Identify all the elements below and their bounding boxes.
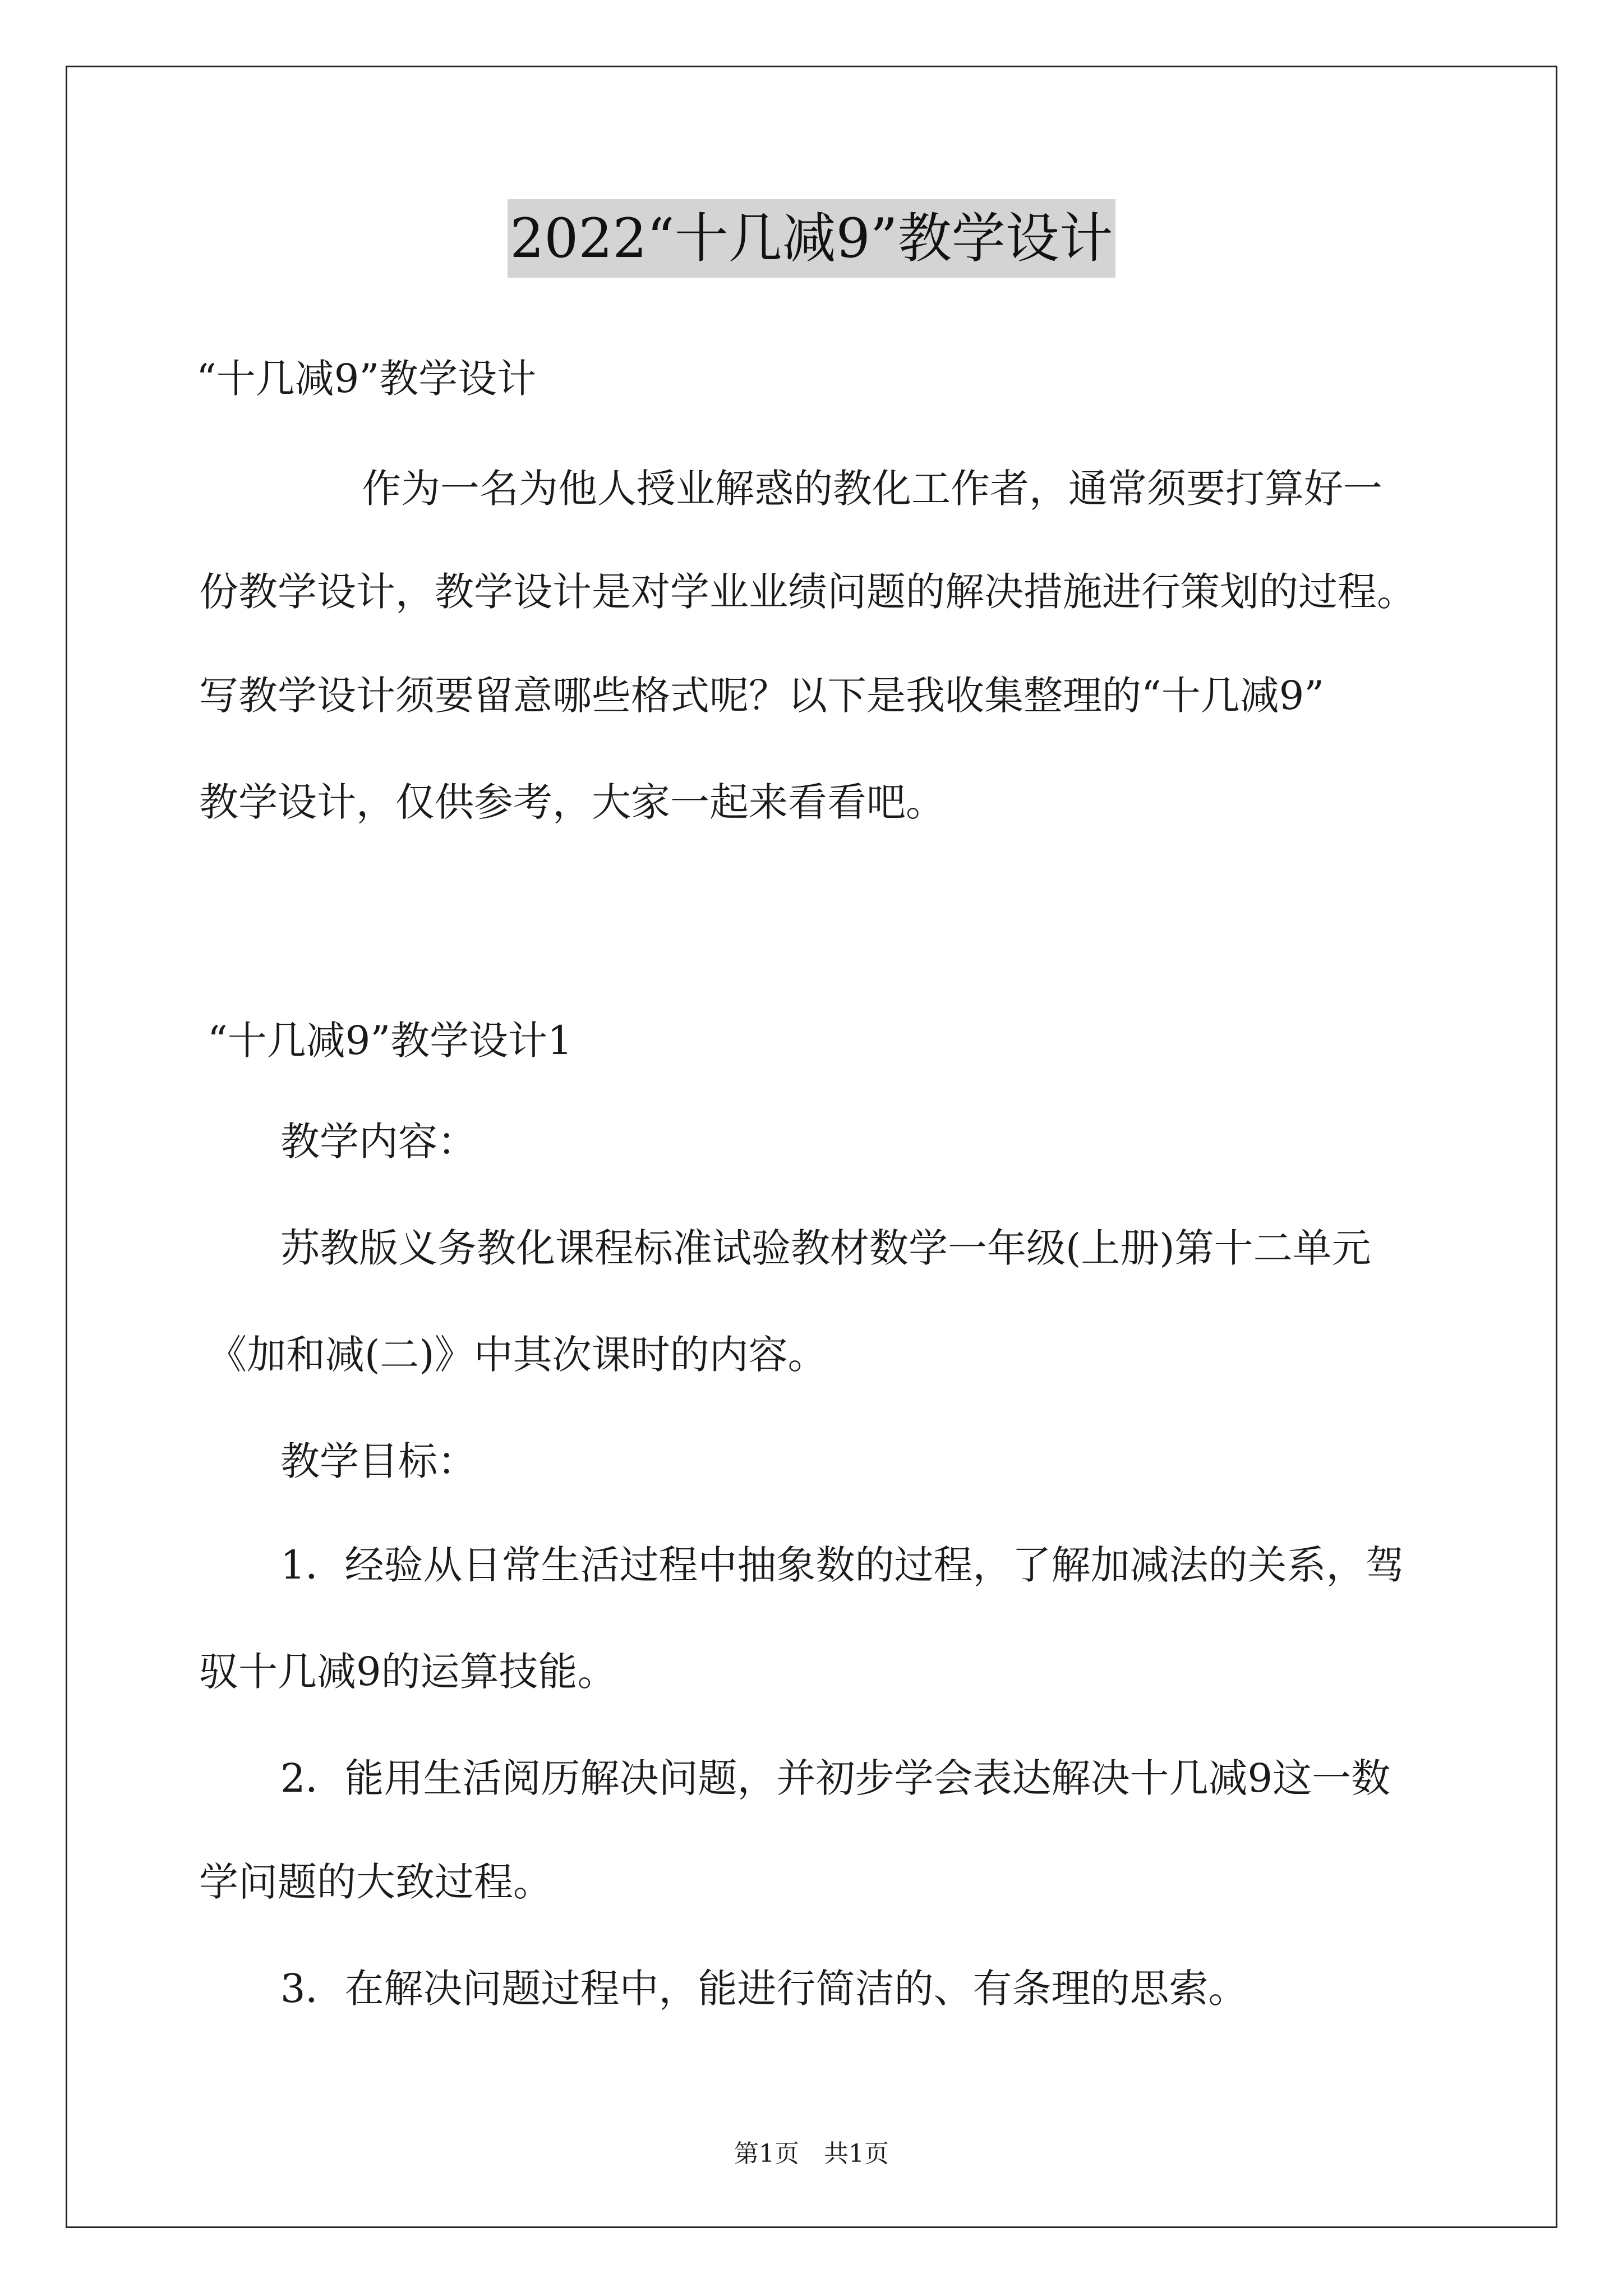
goal-1-line-1: 1．经验从日常生活过程中抽象数的过程，了解加减法的关系，驾: [280, 1542, 1405, 1588]
intro-line-3: 写教学设计须要留意哪些格式呢？以下是我收集整理的“十几减9”: [199, 673, 1325, 719]
intro-line-2: 份教学设计，教学设计是对学业业绩问题的解决措施进行策划的过程。: [199, 569, 1416, 615]
content-line-1: 苏教版义务教化课程标准试验教材数学一年级(上册)第十二单元: [280, 1225, 1371, 1271]
page-footer: 第1页 共1页: [734, 2139, 889, 2168]
content-line-2: 《加和减(二)》中其次课时的内容。: [208, 1332, 827, 1378]
content-label: 教学内容：: [280, 1119, 477, 1165]
intro-line-4: 教学设计，仅供参考，大家一起来看看吧。: [199, 779, 945, 825]
goal-2-line-2: 学问题的大致过程。: [199, 1859, 552, 1905]
document-title: 2022“十几减9”教学设计: [508, 199, 1115, 278]
goal-3-line-1: 3．在解决问题过程中，能进行简洁的、有条理的思索。: [280, 1966, 1248, 2012]
intro-line-1: 作为一名为他人授业解惑的教化工作者，通常须要打算好一: [362, 466, 1382, 512]
goals-label: 教学目标：: [280, 1438, 477, 1484]
goal-2-line-1: 2．能用生活阅历解决问题，并初步学会表达解决十几减9这一数: [280, 1755, 1391, 1801]
title-container: [0, 199, 1623, 278]
subtitle: “十几减9”教学设计: [196, 356, 537, 402]
goal-1-line-2: 驭十几减9的运算技能。: [199, 1649, 617, 1695]
section-1-heading: “十几减9”教学设计1: [208, 1018, 573, 1064]
